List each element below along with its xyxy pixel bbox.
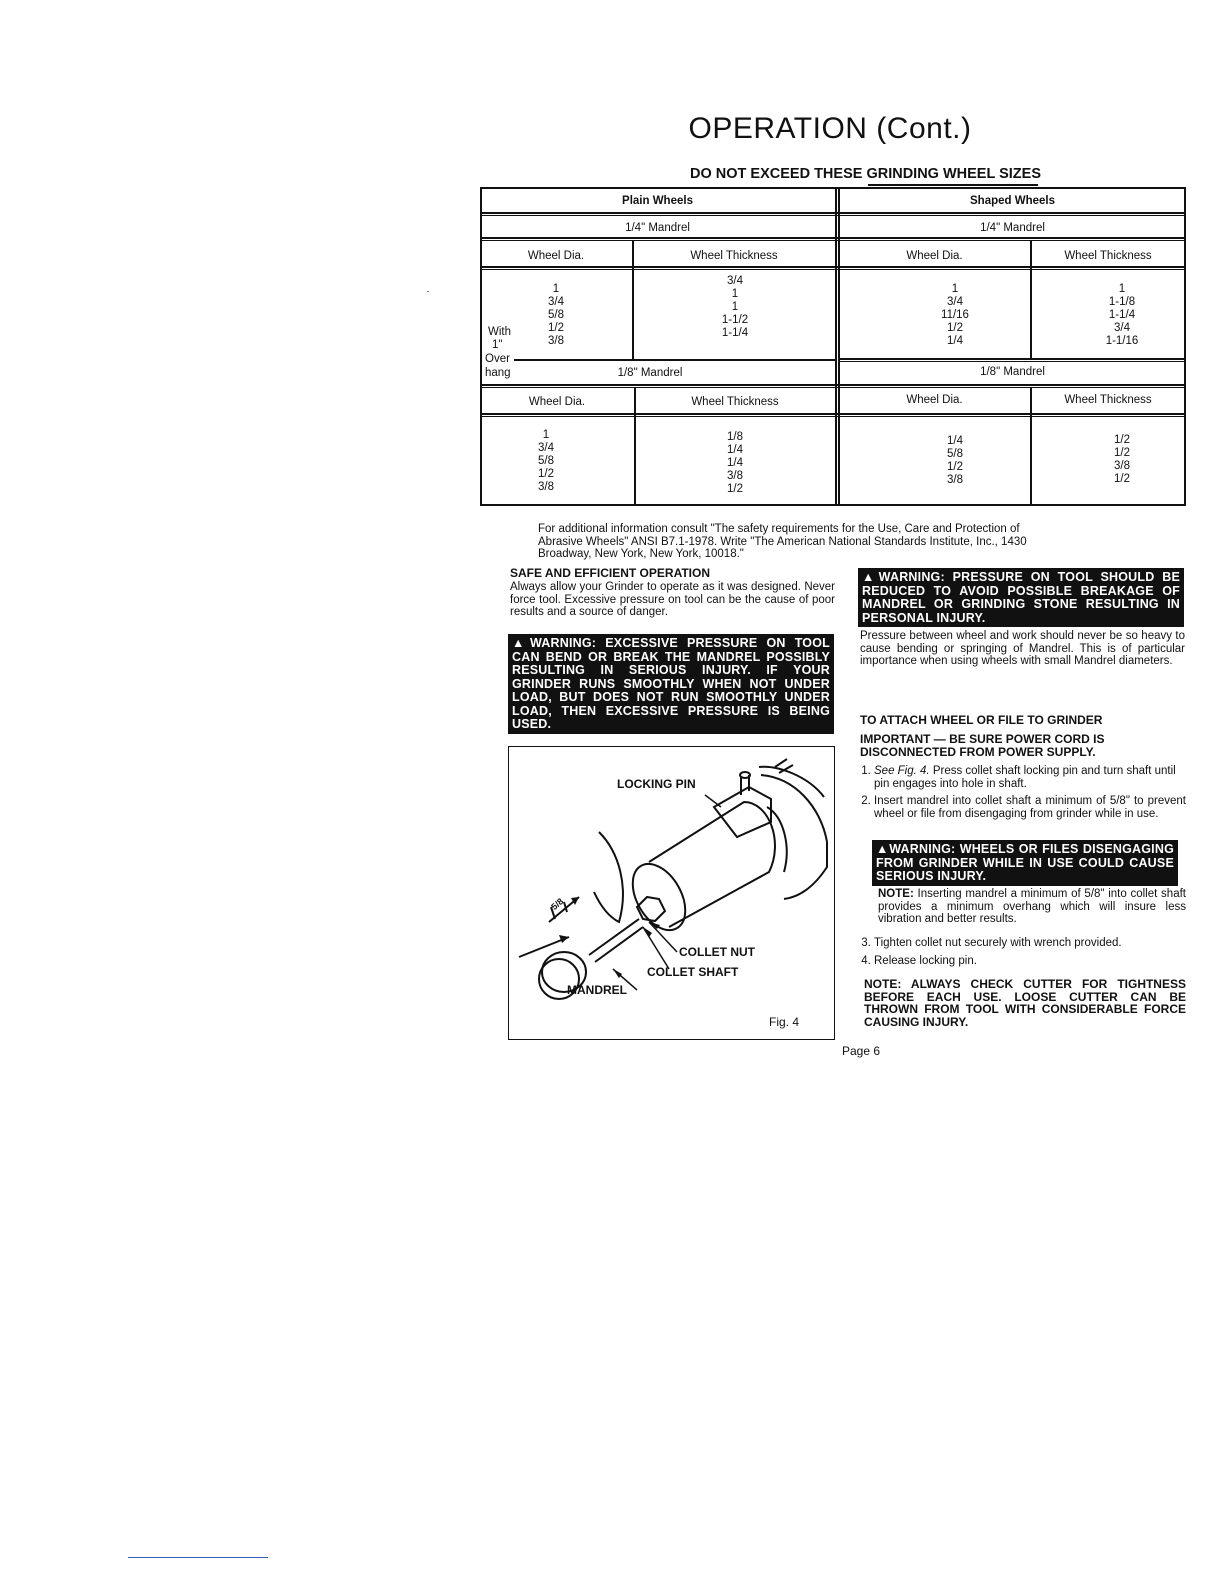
plain-quarter-dia-values: 1 3/4 5/8 1/2 3/8 (548, 283, 564, 347)
plain-wheels-header: Plain Wheels (622, 195, 693, 207)
step-1: 1. See Fig. 4. Press collet shaft locking pin and turn shaft until pin engages into hole in shaft. (874, 765, 1186, 790)
col-wheel-thickness: Wheel Thickness (1064, 394, 1152, 406)
important-note: IMPORTANT — BE SURE POWER CORD IS DISCONNECTED FROM POWER SUPPLY. (860, 732, 1105, 759)
table-title: DO NOT EXCEED THESE GRINDING WHEEL SIZES (690, 166, 1041, 182)
overhang-over: Over (485, 353, 510, 365)
shaped-quarter-mandrel-label: 1/4" Mandrel (980, 222, 1045, 234)
overhang-hang: hang (485, 367, 511, 379)
step-2: 2. Insert mandrel into collet shaft a minimum of 5/8" to prevent wheel or file from disengaging from grinder while in use. (874, 795, 1186, 820)
info-paragraph: For additional information consult "The safety requirements for the Use, Care and Protection of Abrasive Wheels" ANSI B7.1-1978. Write "The American National Standards Institute, Inc., 1430 Broadway, New York, New York, 10018." (538, 523, 1027, 560)
label-collet-nut: COLLET NUT (679, 945, 755, 959)
col-wheel-dia: Wheel Dia. (906, 394, 963, 406)
attach-steps-continued (858, 937, 1204, 972)
shaped-eighth-thickness-values: 1/2 1/2 3/8 1/2 (1114, 434, 1130, 485)
col-wheel-thickness: Wheel Thickness (691, 396, 779, 408)
col-wheel-thickness: Wheel Thickness (690, 250, 778, 262)
col-wheel-thickness: Wheel Thickness (1064, 250, 1152, 262)
footer-rule (128, 1557, 268, 1558)
pressure-text: Pressure between wheel and work should never be so heavy to cause bending or springing of Mandrel. This is of particular importance when using wheels with small Mandrel diameters. (860, 630, 1185, 667)
label-locking-pin: LOCKING PIN (617, 777, 696, 791)
page-number: Page 6 (842, 1044, 881, 1058)
plain-quarter-thickness-values: 3/4 1 1 1-1/2 1-1/4 (721, 275, 749, 339)
label-dimension: 5/8 (549, 896, 566, 912)
shaped-quarter-dia-values: 1 3/4 11/16 1/2 1/4 (941, 283, 969, 347)
col-wheel-dia: Wheel Dia. (527, 250, 585, 262)
scan-speck (427, 291, 429, 292)
title-underline (868, 184, 1038, 186)
figure-4 (508, 746, 835, 1040)
shaped-eighth-dia-values: 1/4 5/8 1/2 3/8 (947, 435, 963, 486)
overhang-note: NOTE: Inserting mandrel a minimum of 5/8" into collet shaft provides a minimum overhang which will insure less vibration and better results. (878, 888, 1186, 925)
col-wheel-dia: Wheel Dia. (906, 250, 963, 262)
plain-eighth-mandrel-label: 1/8" Mandrel (617, 367, 683, 379)
overhang-with: With (488, 326, 511, 338)
plain-quarter-mandrel-label: 1/4" Mandrel (625, 222, 690, 234)
plain-eighth-dia-values: 1 3/4 5/8 1/2 3/8 (538, 429, 554, 493)
shaped-eighth-mandrel-label: 1/8" Mandrel (980, 366, 1045, 378)
safe-operation-heading: SAFE AND EFFICIENT OPERATION (510, 566, 711, 580)
step-4: 4. Release locking pin. (874, 955, 1204, 968)
cutter-tightness-note: NOTE: ALWAYS CHECK CUTTER FOR TIGHTNESS BEFORE EACH USE. LOOSE CUTTER CAN BE THROWN FROM TOOL WITH CONSIDERABLE FORCE CAUSING INJURY. (864, 977, 1186, 1029)
attach-steps (858, 765, 1186, 825)
wheel-size-table (480, 187, 1186, 506)
shaped-wheels-header: Shaped Wheels (970, 195, 1055, 207)
excessive-pressure-warning: ▲WARNING: EXCESSIVE PRESSURE ON TOOL CAN BEND OR BREAK THE MANDREL POSSIBLY RESULTING IN SERIOUS INJURY. IF YOUR GRINDER RUNS SMOOTHLY WHEN NOT UNDER LOAD, BUT DOES NOT RUN SMOOTHLY UNDER LOAD, THEN EXCESSIVE PRESSURE IS BEING USED. (508, 634, 834, 734)
overhang-inch: 1" (492, 339, 503, 351)
label-collet-shaft: COLLET SHAFT (647, 965, 739, 979)
disengaging-warning: ▲WARNING: WHEELS OR FILES DISENGAGING FROM GRINDER WHILE IN USE COULD CAUSE SERIOUS INJURY. (872, 840, 1178, 886)
pressure-warning: ▲WARNING: PRESSURE ON TOOL SHOULD BE REDUCED TO AVOID POSSIBLE BREAKAGE OF MANDREL OR GRINDING STONE RESULTING IN PERSONAL INJURY. (858, 568, 1184, 627)
attach-heading: TO ATTACH WHEEL OR FILE TO GRINDER (860, 713, 1103, 727)
figure-caption: Fig. 4 (769, 1015, 800, 1029)
shaped-quarter-thickness-values: 1 1-1/8 1-1/4 3/4 1-1/16 (1105, 283, 1139, 347)
step-3: 3. Tighten collet nut securely with wrench provided. (874, 937, 1204, 950)
label-mandrel: MANDREL (567, 983, 627, 997)
page-title: OPERATION (Cont.) (688, 112, 972, 145)
safe-operation-text: Always allow your Grinder to operate as it was designed. Never force tool. Excessive pressure on tool can be the cause of poor results and a source of danger. (510, 581, 835, 618)
plain-eighth-thickness-values: 1/8 1/4 1/4 3/8 1/2 (727, 431, 743, 495)
col-wheel-dia: Wheel Dia. (528, 396, 586, 408)
